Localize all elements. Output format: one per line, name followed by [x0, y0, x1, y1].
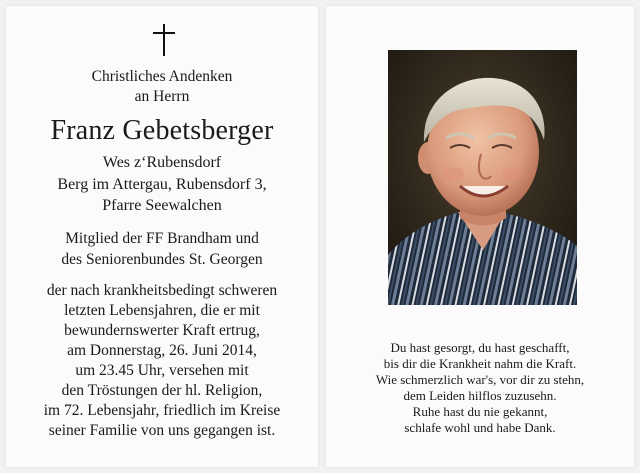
death-text-line: seiner Familie von uns gegangen ist.	[48, 422, 276, 439]
death-text-line: um 23.45 Uhr, versehen mit	[75, 362, 249, 379]
death-text-line: bewundernswerter Kraft ertrug,	[64, 322, 260, 339]
poem-line: Ruhe hast du nie gekannt,	[412, 404, 548, 419]
death-text-line: der nach krankheitsbedingt schweren	[46, 282, 278, 299]
portrait-photo	[388, 50, 577, 305]
residence-line: Wes z‘Rubensdorf	[102, 154, 222, 171]
death-text-line: am Donnerstag, 26. Juni 2014,	[67, 342, 257, 359]
membership-line: Mitglied der FF Brandham und	[65, 230, 259, 247]
poem-line: schlafe wohl und habe Dank.	[404, 420, 556, 435]
residence-line: Berg im Attergau, Rubensdorf 3,	[57, 176, 267, 193]
poem-line: Wie schmerzlich war's, vor dir zu stehn,	[375, 372, 585, 387]
death-text-line: den Tröstungen der hl. Religion,	[61, 382, 263, 399]
heading-line: Christliches Andenken	[91, 68, 233, 85]
poem-line: bis dir die Krankheit nahm die Kraft.	[383, 356, 577, 371]
death-text-line: im 72. Lebensjahr, friedlich im Kreise	[43, 402, 281, 419]
poem-line: dem Leiden hilflos zuzusehn.	[403, 388, 557, 403]
death-text-line: letzten Lebensjahren, die er mit	[64, 302, 260, 319]
heading-line: an Herrn	[134, 88, 190, 105]
deceased-name: Franz Gebetsberger	[50, 115, 274, 146]
poem-line: Du hast gesorgt, du hast geschafft,	[390, 340, 570, 355]
membership-line: des Seniorenbundes St. Georgen	[61, 251, 263, 268]
residence-line: Pfarre Seewalchen	[102, 197, 222, 214]
cross-icon	[153, 24, 175, 56]
